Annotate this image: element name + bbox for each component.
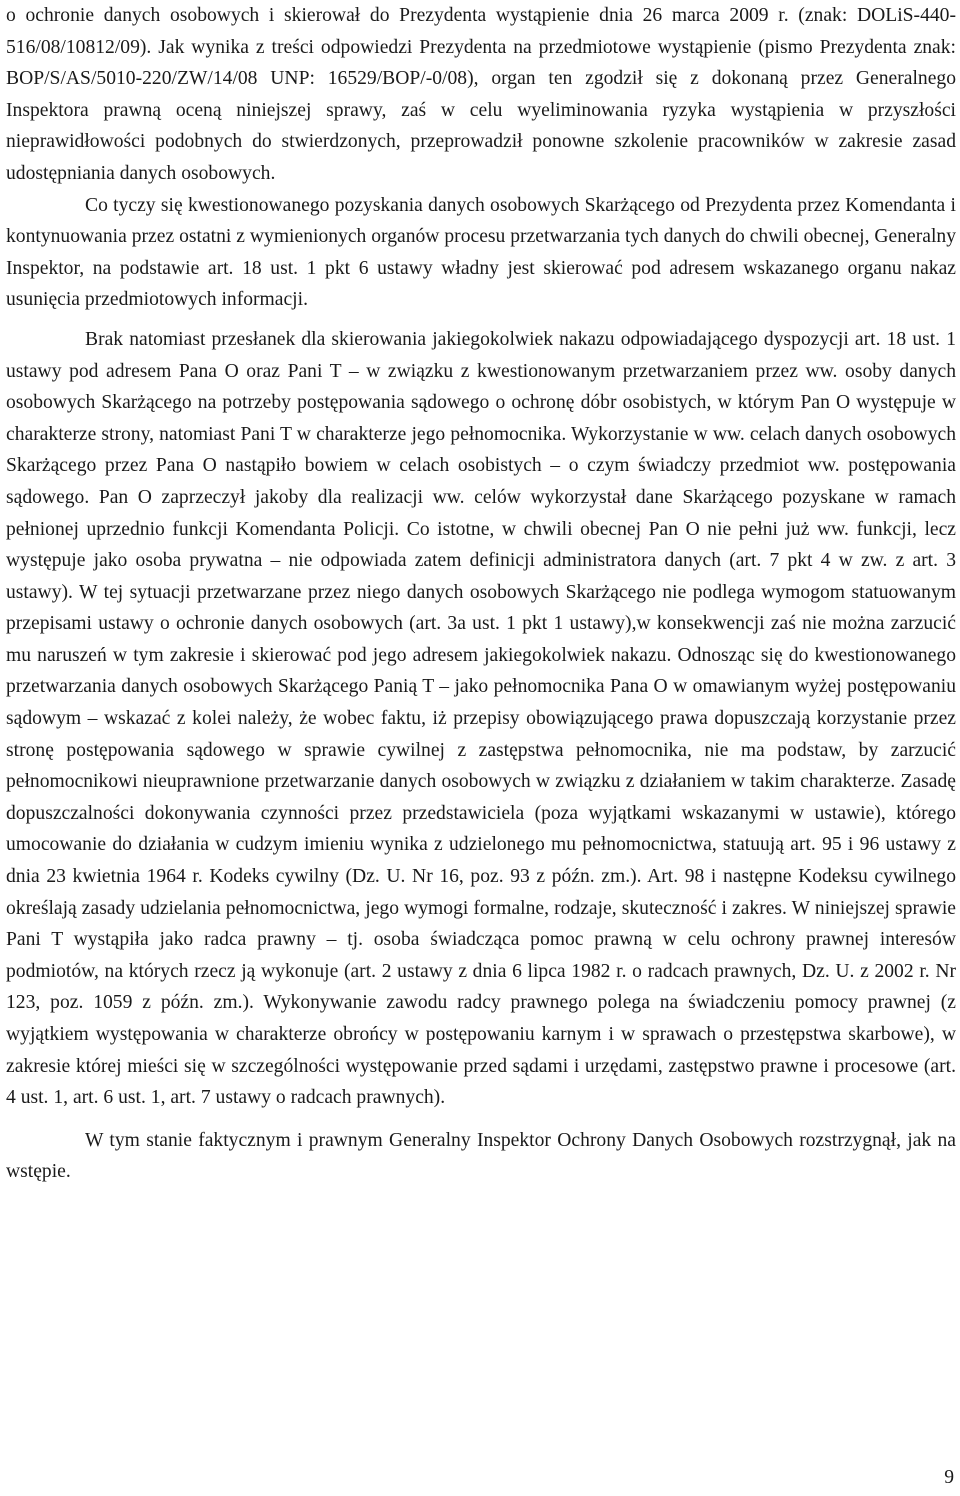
paragraph-continuation: o ochronie danych osobowych i skierował do Prezydenta wystąpienie dnia 26 marca 2009 r. (znak: DOLiS-440-516/08/10812/09). Jak wynika z treści odpowiedzi Prezydenta na przedmiotowe wystąpienie (pismo Prezydenta znak: BOP/S/AS/5010-220/ZW/14/08 UNP: 16529/BOP/-0/08), organ ten zgodził się z dokonaną przez Generalnego Inspektora prawną oceną niniejszej sprawy, zaś w celu wyeliminowania ryzyka wystąpienia w przyszłości nieprawidłowości podobnych do stwierdzonych, przeprowadził ponowne szkolenie pracowników w zakresie zasad udostępniania danych osobowych.: [6, 5, 956, 184]
page-number: 9: [944, 1467, 954, 1488]
paragraph-conclusion: W tym stanie faktycznym i prawnym Generalny Inspektor Ochrony Danych Osobowych rozstrzygnął, jak na wstępie.: [6, 1129, 956, 1183]
paragraph-no-grounds: Brak natomiast przesłanek dla skierowania jakiegokolwiek nakazu odpowiadającego dyspozycji art. 18 ust. 1 ustawy pod adresem Pana O oraz Pani T – w związku z kwestionowanym przetwarzaniem przez ww. osoby danych osobowych Skarżącego na potrzeby postępowania sądowego o ochronę dóbr osobistych, w którym Pan O występuje w charakterze strony, natomiast Pani T w charakterze jego pełnomocnika. Wykorzystanie w ww. celach danych osobowych Skarżącego przez Pana O nastąpiło bowiem w celach osobistych – o czym świadczy przedmiot ww. postępowania sądowego. Pan O zaprzeczył jakoby dla realizacji ww. celów wykorzystał dane Skarżącego pozyskane w ramach pełnionej uprzednio funkcji Komendanta Policji. Co istotne, w chwili obecnej Pan O nie pełni już ww. funkcji, lecz występuje jako osoba prywatna – nie odpowiada zatem definicji administratora danych (art. 7 pkt 4 w zw. z art. 3 ustawy). W tej sytuacji przetwarzane przez niego danych osobowych Skarżącego nie podlega wymogom statuowanym przepisami ustawy o ochronie danych osobowych (art. 3a ust. 1 pkt 1 ustawy),w konsekwencji zaś nie można zarzucić mu naruszeń w tym zakresie i skierować pod jego adresem jakiegokolwiek nakazu. Odnosząc się do kwestionowanego przetwarzania danych osobowych Skarżącego Panią T – jako pełnomocnika Pana O w omawianym wyżej postępowaniu sądowym – wskazać z kolei należy, że wobec faktu, iż przepisy obowiązującego prawa dopuszczają korzystanie przez stronę postępowania sądowego w sprawie cywilnej z zastępstwa pełnomocnika, nie ma podstaw, by zarzucić pełnomocnikowi nieuprawnione przetwarzanie danych osobowych w związku z działaniem w takim charakterze. Zasadę dopuszczalności dokonywania czynności przez przedstawiciela (poza wyjątkami wskazanymi w ustawie), którego umocowanie do działania w cudzym imieniu wynika z udzielonego mu pełnomocnictwa, statuują art. 95 i 96 ustawy z dnia 23 kwietnia 1964 r. Kodeks cywilny (Dz. U. Nr 16, poz. 93 z późn. zm.). Art. 98 i następne Kodeksu cywilnego określają zasady udzielania pełnomocnictwa, jego wymogi formalne, rodzaje, skuteczność i zakres. W niniejszej sprawie Pani T wystąpiła jako radca prawny – tj. osoba świadcząca pomoc prawną w celu ochrony prawnej interesów podmiotów, na których rzecz ją wykonuje (art. 2 ustawy z dnia 6 lipca 1982 r. o radcach prawnych, Dz. U. z 2002 r. Nr 123, poz. 1059 z późn. zm.). Wykonywanie zawodu radcy prawnego polega na świadczeniu pomocy prawnej (z wyjątkiem występowania w charakterze obrońcy w postępowaniu karnym i w sprawach o przestępstwa skarbowe), w zakresie której mieści się w szczególności występowanie przed sądami i urzędami, zastępstwo prawne i procesowe (art. 4 ust. 1, art. 6 ust. 1, art. 7 ustawy o radcach prawnych).: [6, 328, 956, 1109]
paragraph-komendant-processing: Co tyczy się kwestionowanego pozyskania danych osobowych Skarżącego od Prezydenta przez Komendanta i kontynuowania przez ostatni z wymienionych organów procesu przetwarzania tych danych do chwili obecnej, Generalny Inspektor, na podstawie art. 18 ust. 1 pkt 6 ustawy władny jest skierować pod adresem wskazanego organu nakaz usunięcia przedmiotowych informacji.: [6, 194, 956, 311]
document-page: [6, 0, 956, 1188]
